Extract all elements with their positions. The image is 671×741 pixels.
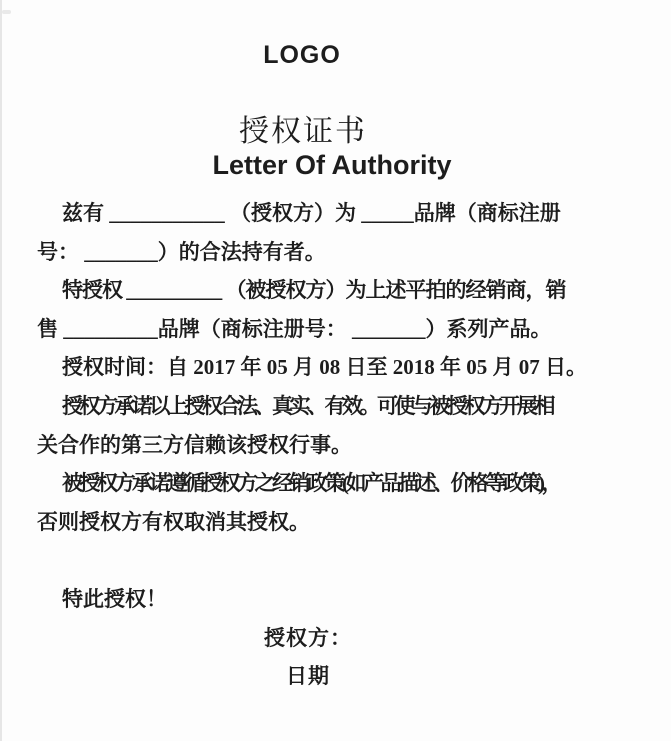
- signer-label-line: 授权方：: [264, 625, 352, 650]
- body-line-brand-products: 售 _________品牌（商标注册号： _______）系列产品。: [37, 316, 552, 341]
- logo-text: LOGO: [263, 41, 341, 69]
- body-line-third-party: 关合作的第三方信赖该授权行事。: [37, 432, 352, 457]
- body-line-trademark-no: 号： _______）的合法持有者。: [37, 239, 326, 264]
- body-line-revoke-clause: 否则授权方有权取消其授权。: [37, 509, 310, 534]
- date-label-line: 日期: [286, 664, 330, 689]
- body-line-licensee-promise: 被授权方承诺遵循授权方之经销政策(如产品描述、价格等政策)，: [62, 471, 559, 496]
- body-line-licensee-blank: 特授权 __________ （被授权方）为上述平拍的经销商，销: [62, 278, 566, 303]
- body-line-licensor-promise: 授权方承诺以上授权合法、真实、有效。可使与被授权方开展相: [62, 393, 552, 418]
- scan-artifact-speck: [2, 10, 11, 14]
- body-line-authorization-period: 授权时间：自 2017 年 05 月 08 日至 2018 年 05 月 07 日。: [62, 355, 587, 380]
- hereby-authorized-line: 特此授权！: [62, 586, 167, 611]
- title-zh: 授权证书: [239, 115, 367, 148]
- title-en: Letter Of Authority: [212, 150, 452, 180]
- body-line-licensor-blank: 兹有 ___________ （授权方）为 _____品牌（商标注册: [62, 201, 561, 225]
- document-body: [37, 194, 593, 696]
